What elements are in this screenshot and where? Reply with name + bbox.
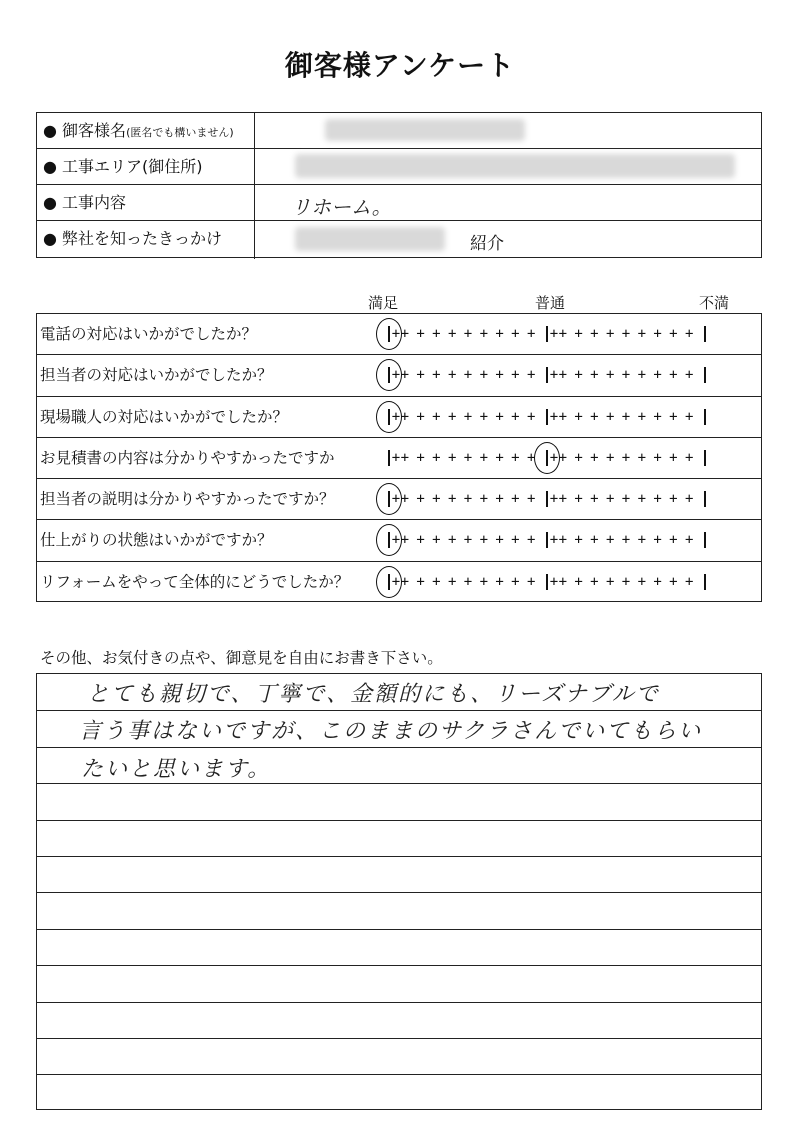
scale-tick[interactable]: +	[391, 491, 401, 508]
scale-tick[interactable]: +	[669, 532, 678, 549]
scale-tick[interactable]: +	[574, 326, 583, 342]
rating-scale[interactable]	[382, 355, 722, 396]
scale-tick[interactable]: +	[621, 326, 631, 342]
scale-tick[interactable]: +	[669, 408, 678, 425]
scale-tick[interactable]: +	[463, 532, 473, 549]
ruled-line	[37, 1074, 761, 1075]
scale-tick[interactable]: +	[495, 449, 504, 466]
comment-line-1: とても親切で、丁寧で、金額的にも、リーズナブルで	[87, 682, 660, 707]
scale-tick[interactable]: +	[463, 408, 473, 425]
scale-label-neutral: 普通	[535, 294, 566, 312]
question-text: 担当者の説明は分かりやすかったですか？	[40, 490, 335, 509]
rating-scale[interactable]	[382, 438, 722, 479]
scale-tick[interactable]: +	[526, 532, 536, 549]
work-label: ● 工事内容	[37, 185, 255, 220]
scale-tick[interactable]: +	[526, 491, 536, 508]
scale-tick[interactable]: +	[590, 408, 599, 425]
scale-tick[interactable]: +	[447, 573, 457, 590]
area-label: ● 工事エリア(御住所)	[37, 149, 255, 184]
scale-tick[interactable]: +	[400, 491, 410, 508]
ruled-line	[37, 710, 761, 711]
area-field[interactable]	[255, 149, 761, 184]
comment-line-2: 言う事はないですが、このままのサクラさんでいてもらい	[79, 719, 703, 744]
scale-tick[interactable]: +	[574, 367, 583, 384]
scale-tick[interactable]: +	[416, 532, 425, 549]
scale-tick[interactable]: +	[432, 367, 441, 384]
referral-value: 紹介	[470, 234, 504, 254]
scale-tick[interactable]: +	[511, 367, 520, 384]
scale-tick[interactable]: +	[479, 491, 489, 508]
scale-tick[interactable]: +	[416, 573, 425, 590]
scale-tick[interactable]: +	[447, 532, 457, 549]
question-text: リフォームをやって全体的にどうでしたか？	[40, 572, 350, 591]
scale-tick[interactable]: +	[605, 449, 615, 466]
scale-tick[interactable]: +	[495, 491, 504, 508]
anonymous-note: (匿名でも構いません)	[126, 126, 234, 139]
scale-tick[interactable]: +	[621, 408, 631, 425]
scale-tick[interactable]: +	[479, 367, 489, 384]
scale-tick[interactable]: +	[400, 573, 410, 590]
scale-tick[interactable]: +	[637, 326, 647, 342]
scale-bar	[704, 450, 706, 466]
scale-tick[interactable]: +	[495, 532, 504, 549]
ruled-line	[37, 747, 761, 748]
info-label	[37, 113, 255, 148]
scale-tick[interactable]: +	[669, 491, 678, 508]
scale-tick[interactable]: +	[526, 326, 536, 342]
scale-tick[interactable]: +	[590, 367, 599, 384]
rating-row	[37, 438, 761, 479]
question-text: お見積書の内容は分かりやすかったですか	[40, 448, 335, 467]
scale-tick[interactable]: +	[605, 326, 615, 342]
scale-tick[interactable]: +	[391, 326, 401, 342]
ruled-line	[37, 1002, 761, 1003]
scale-tick[interactable]: +	[590, 326, 599, 342]
answer-circle	[376, 566, 402, 598]
scale-tick[interactable]: +	[574, 408, 583, 425]
rating-scale[interactable]	[382, 479, 722, 520]
scale-tick[interactable]: +	[526, 449, 536, 466]
scale-tick[interactable]: +	[511, 408, 520, 425]
scale-tick[interactable]: +	[637, 573, 647, 590]
ruled-line	[37, 965, 761, 966]
scale-tick[interactable]: +	[400, 367, 410, 384]
scale-tick[interactable]: +	[637, 449, 647, 466]
scale-tick[interactable]: +	[511, 326, 520, 342]
scale-tick[interactable]: +	[605, 532, 615, 549]
redacted-name	[325, 119, 525, 141]
answer-circle	[376, 524, 402, 556]
scale-tick[interactable]: +	[549, 408, 559, 425]
scale-tick[interactable]: +	[432, 408, 441, 425]
scale-tick[interactable]: +	[621, 532, 631, 549]
scale-tick[interactable]: +	[558, 491, 568, 508]
scale-tick[interactable]: +	[669, 573, 678, 590]
scale-tick[interactable]: +	[653, 532, 662, 549]
scale-tick[interactable]: +	[669, 449, 678, 466]
scale-tick[interactable]: +	[432, 326, 441, 342]
scale-tick[interactable]: +	[432, 532, 441, 549]
scale-tick[interactable]: +	[447, 449, 457, 466]
scale-bar	[704, 491, 706, 507]
rating-row	[37, 562, 761, 603]
scale-tick[interactable]: +	[549, 367, 559, 384]
scale-tick[interactable]: +	[391, 573, 401, 590]
ruled-line	[37, 856, 761, 857]
scale-bar	[704, 326, 706, 342]
answer-circle	[376, 401, 402, 433]
scale-tick[interactable]: +	[511, 449, 520, 466]
referral-label: ● 弊社を知ったきっかけ	[37, 221, 255, 259]
scale-tick[interactable]: +	[637, 532, 647, 549]
info-row-referral	[37, 221, 761, 259]
scale-tick[interactable]: +	[391, 449, 401, 466]
scale-tick[interactable]: +	[574, 491, 583, 508]
ruled-line	[37, 892, 761, 893]
scale-tick[interactable]: +	[416, 408, 425, 425]
scale-tick[interactable]: +	[684, 491, 694, 508]
rating-row	[37, 479, 761, 520]
scale-tick[interactable]: +	[400, 532, 410, 549]
scale-tick[interactable]: +	[558, 326, 568, 342]
rating-scale[interactable]	[382, 397, 722, 438]
scale-tick[interactable]: +	[479, 326, 489, 342]
scale-tick[interactable]: +	[621, 367, 631, 384]
scale-tick[interactable]: +	[463, 449, 473, 466]
scale-tick[interactable]: +	[653, 408, 662, 425]
scale-tick[interactable]: +	[479, 532, 489, 549]
scale-tick[interactable]: +	[391, 532, 401, 549]
scale-tick[interactable]: +	[684, 532, 694, 549]
scale-tick[interactable]: +	[447, 326, 457, 342]
referral-field[interactable]	[255, 221, 761, 259]
rating-table	[36, 313, 762, 602]
scale-tick[interactable]: +	[432, 449, 441, 466]
answer-circle	[376, 483, 402, 515]
scale-tick[interactable]: +	[526, 408, 536, 425]
customer-name-label: ● 御客様名	[43, 121, 127, 140]
scale-tick[interactable]: +	[669, 367, 678, 384]
scale-tick[interactable]: +	[495, 367, 504, 384]
scale-tick[interactable]: +	[590, 491, 599, 508]
scale-tick[interactable]: +	[684, 408, 694, 425]
scale-tick[interactable]: +	[447, 367, 457, 384]
scale-tick[interactable]: +	[653, 491, 662, 508]
scale-tick[interactable]: +	[558, 449, 568, 466]
scale-tick[interactable]: +	[590, 449, 599, 466]
scale-tick[interactable]: +	[574, 573, 583, 590]
ruled-line	[37, 820, 761, 821]
question-text: 電話の対応はいかがでしたか？	[40, 325, 258, 343]
scale-tick[interactable]: +	[416, 449, 425, 466]
scale-tick[interactable]: +	[511, 573, 520, 590]
answer-circle	[376, 359, 402, 391]
rating-row	[37, 314, 761, 355]
scale-tick[interactable]: +	[447, 408, 457, 425]
scale-tick[interactable]: +	[432, 491, 441, 508]
scale-tick[interactable]: +	[549, 532, 559, 549]
scale-bar	[704, 532, 706, 548]
scale-tick[interactable]: +	[684, 367, 694, 384]
comments-box[interactable]	[36, 673, 762, 1110]
scale-tick[interactable]: +	[526, 367, 536, 384]
scale-tick[interactable]: +	[391, 408, 401, 425]
scale-tick[interactable]: +	[605, 573, 615, 590]
rating-row	[37, 520, 761, 561]
scale-tick[interactable]: +	[549, 491, 559, 508]
scale-tick[interactable]: +	[463, 367, 473, 384]
scale-tick[interactable]: +	[558, 532, 568, 549]
rating-scale[interactable]	[382, 314, 722, 355]
scale-tick[interactable]: +	[479, 573, 489, 590]
answer-circle	[376, 318, 402, 350]
scale-tick[interactable]: +	[416, 367, 425, 384]
scale-tick[interactable]: +	[653, 573, 662, 590]
scale-tick[interactable]: +	[669, 326, 678, 342]
scale-tick[interactable]: +	[479, 449, 489, 466]
scale-tick[interactable]: +	[653, 326, 662, 342]
work-field[interactable]	[255, 185, 761, 220]
scale-tick[interactable]: +	[653, 449, 662, 466]
scale-label-dissatisfied: 不満	[699, 294, 730, 312]
scale-tick[interactable]: +	[558, 367, 568, 384]
scale-tick[interactable]: +	[637, 367, 647, 384]
scale-label-satisfied: 満足	[368, 294, 399, 312]
comment-line-3: たいと思います。	[81, 757, 272, 782]
scale-tick[interactable]: +	[621, 449, 631, 466]
scale-tick[interactable]: +	[574, 532, 583, 549]
scale-tick[interactable]: +	[495, 408, 504, 425]
ruled-line	[37, 1038, 761, 1039]
customer-name-field[interactable]	[255, 113, 761, 148]
scale-tick[interactable]: +	[463, 326, 473, 342]
question-text: 現場職人の対応はいかがでしたか？	[40, 407, 289, 426]
scale-tick[interactable]: +	[549, 326, 559, 342]
scale-tick[interactable]: +	[391, 367, 401, 384]
work-value: リホーム。	[291, 195, 392, 219]
scale-tick[interactable]: +	[447, 491, 457, 508]
scale-tick[interactable]: +	[574, 449, 583, 466]
scale-bar	[704, 574, 706, 590]
question-text: 担当者の対応はいかがでしたか？	[40, 366, 273, 385]
scale-tick[interactable]: +	[605, 367, 615, 384]
answer-circle	[534, 442, 560, 474]
redacted-referrer	[295, 227, 445, 251]
scale-tick[interactable]: +	[495, 573, 504, 590]
scale-tick[interactable]: +	[463, 491, 473, 508]
scale-tick[interactable]: +	[684, 573, 694, 590]
scale-tick[interactable]: +	[479, 408, 489, 425]
ruled-line	[37, 783, 761, 784]
scale-tick[interactable]: +	[637, 491, 647, 508]
scale-tick[interactable]: +	[621, 573, 631, 590]
scale-tick[interactable]: +	[400, 408, 410, 425]
rating-scale[interactable]	[382, 562, 722, 603]
scale-tick[interactable]: +	[621, 491, 631, 508]
scale-tick[interactable]: +	[549, 449, 559, 466]
scale-tick[interactable]: +	[549, 573, 559, 590]
scale-tick[interactable]: +	[558, 573, 568, 590]
ruled-line	[37, 929, 761, 930]
info-row-area	[37, 149, 761, 185]
scale-tick[interactable]: +	[495, 326, 504, 342]
scale-tick[interactable]: +	[416, 326, 425, 342]
scale-tick[interactable]: +	[637, 408, 647, 425]
scale-tick[interactable]: +	[463, 573, 473, 590]
scale-tick[interactable]: +	[590, 573, 599, 590]
scale-tick[interactable]: +	[558, 408, 568, 425]
comments-label: その他、お気付きの点や、御意見を自由にお書き下さい。	[40, 649, 443, 667]
scale-tick[interactable]: +	[511, 491, 520, 508]
scale-tick[interactable]: +	[400, 449, 410, 466]
scale-tick[interactable]: +	[526, 573, 536, 590]
rating-row	[37, 355, 761, 396]
scale-tick[interactable]: +	[511, 532, 520, 549]
scale-tick[interactable]: +	[684, 449, 694, 466]
scale-bar	[704, 367, 706, 383]
info-row-work	[37, 185, 761, 221]
scale-tick[interactable]: +	[684, 326, 694, 342]
scale-tick[interactable]: +	[400, 326, 410, 342]
scale-bar	[704, 409, 706, 425]
rating-row	[37, 397, 761, 438]
question-text: 仕上がりの状態はいかがですか？	[40, 531, 273, 550]
info-table	[36, 112, 762, 258]
scale-tick[interactable]: +	[590, 532, 599, 549]
scale-tick[interactable]: +	[605, 491, 615, 508]
scale-tick[interactable]: +	[432, 573, 441, 590]
form-title: 御客様アンケート	[284, 49, 516, 82]
scale-tick[interactable]: +	[605, 408, 615, 425]
scale-tick[interactable]: +	[416, 491, 425, 508]
rating-scale[interactable]	[382, 520, 722, 561]
scale-tick[interactable]: +	[653, 367, 662, 384]
redacted-address	[295, 154, 735, 178]
info-row-customer-name	[37, 113, 761, 149]
